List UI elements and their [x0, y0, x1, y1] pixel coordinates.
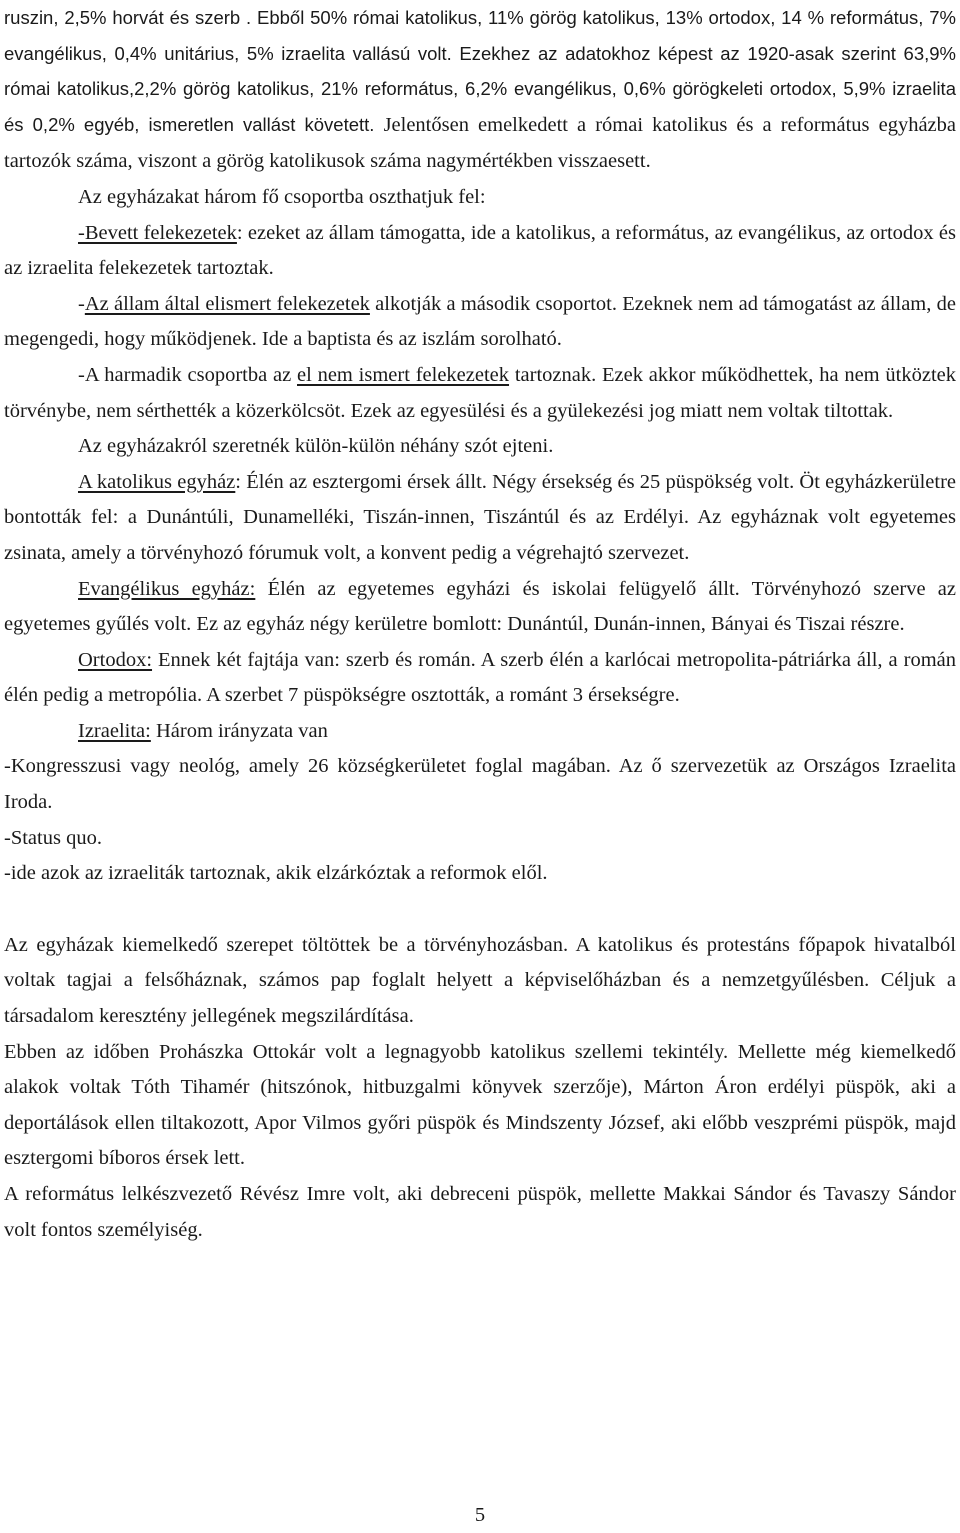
paragraph-gap: [4, 892, 956, 928]
term-recognized-denominations: -Bevett felekezetek: [78, 221, 237, 244]
paragraph-israelite: [4, 714, 956, 750]
paragraph-accepted-prefix: -: [78, 292, 85, 315]
paragraph-orthodox-jews: -ide azok az izraeliták tartoznak, akik elzárkóztak a reformok elől.: [4, 862, 548, 885]
paragraph-groups-intro: Az egyházakat három fő csoportba oszthatjuk fel:: [78, 185, 486, 208]
paragraph-israelite-text: Három irányzata van: [150, 719, 328, 742]
paragraph-catholic-figures: Ebben az időben Prohászka Ottokár volt a legnagyobb katolikus szellemi tekintély. Mellette még kiemelkedő alakok voltak Tóth Tihamér (hitszónok, hitbuzgalmi könyvek szerzője), Márton Áron erdélyi püspök, aki a deportálások ellen tiltakozott, Apor Vilmos győri püspök és Mindszenty József, aki előbb veszprémi püspök, majd esztergomi bíboros érsek lett.: [4, 1040, 956, 1170]
term-catholic-church: A katolikus egyház: [78, 470, 236, 493]
page-number: 5: [474, 1504, 486, 1526]
paragraph-congress: -Kongresszusi vagy neológ, amely 26 községkerületet foglal magában. Az ő szervezetük az Országos Izraelita Iroda.: [4, 755, 956, 814]
paragraph-evangelical: [4, 572, 956, 643]
paragraph-recognized: [4, 216, 956, 287]
paragraph-legislation: Az egyházak kiemelkedő szerepet töltöttek be a törvényhozásban. A katolikus és protestáns főpapok hivatalból voltak tagjai a felsőháznak, számos pap foglalt helyett a képviselőházban és a nemzetgyűlésben. Céljuk a társadalom keresztény jellegének megszilárdítása.: [4, 933, 956, 1028]
term-evangelical-church: Evangélikus egyház:: [78, 577, 256, 600]
paragraph-recognized-text: : ezeket az állam támogatta, ide a katolikus, a református, az evangélikus, az ortodox és az izraelita felekezetek tartoztak.: [4, 221, 956, 280]
paragraph-accepted: [4, 287, 956, 358]
term-orthodox: Ortodox:: [78, 648, 153, 671]
paragraph-evangelical-text: Élén az egyetemes egyházi és iskolai felügyelő állt. Törvényhozó szerve az egyetemes gyűlés volt. Ez az egyház négy kerületre bomlott: Dunántúl, Dunán-innen, Bányai és Tiszai részre.: [4, 577, 956, 636]
paragraph-orthodox-text: Ennek két fajtája van: szerb és román. A szerb élén a karlócai metropolita-pátriárka áll, a román élén pedig a metropólia. A szerbet 7 püspökségre osztották, a románt 3 érsekségre.: [4, 648, 956, 707]
document-page: [4, 0, 956, 1248]
paragraph-unrecognized-prefix: -A harmadik csoportba az: [78, 363, 297, 386]
paragraph-unrecognized: [4, 358, 956, 429]
paragraph-unrecognized-text: tartoznak. Ezek akkor működhettek, ha nem ütköztek törvénybe, nem sérthették a közerkölcsöt. Ezek az egyesülési és a gyülekezési jog miatt nem voltak tiltottak.: [4, 363, 957, 422]
paragraph-orthodox: [4, 643, 956, 714]
paragraph-accepted-text: alkotják a második csoportot. Ezeknek nem ad támogatást az állam, de megengedi, hogy működjenek. Ide a baptista és az iszlám sorolható.: [4, 292, 956, 351]
paragraph-catholic: [4, 465, 956, 572]
paragraph-reformed-figures: A református lelkészvezető Révész Imre volt, aki debreceni püspök, mellette Makkai Sándor és Tavaszy Sándor volt fontos személyiség.: [4, 1183, 956, 1241]
term-unrecognized-denominations: el nem ismert felekezetek: [297, 363, 510, 386]
term-accepted-denominations: Az állam által elismert felekezetek: [84, 292, 370, 315]
paragraph-statistics-text: ruszin, 2,5% horvát és szerb . Ebből 50% római katolikus, 11% görög katolikus, 13% ortodox, 14 % református, 7% evangélikus, 0,4% unitárius, 5% izraelita vallású volt. Ezekhez az adatokhoz képest az 1920-asak szerint 63,9% római katolikus,2,2% görög katolikus, 21% református, 6,2% evangélikus, 0,6% görögkeleti ortodox, 5,9% izraelita és 0,2% egyéb, ismeretlen vallást követett.: [4, 7, 956, 135]
term-israelite: Izraelita:: [78, 719, 151, 742]
paragraph-statistics-tail: Jelentősen emelkedett a római katolikus és a református egyházba tartozók száma, viszont a görög katolikusok száma nagymértékben visszaesett.: [4, 113, 956, 173]
paragraph-catholic-text: : Élén az esztergomi érsek állt. Négy érsekség és 25 püspökség volt. Öt egyházkerületre bontották fel: a Dunántúli, Dunamelléki, Tiszán-innen, Tiszántúl és az Erdélyi. Az egyháznak volt egyetemes zsinata, amely a törvényhozó fórumuk volt, a konvent pedig a végrehajtó szervezet.: [4, 470, 957, 564]
paragraph-churches-intro: Az egyházakról szeretnék külön-külön néhány szót ejteni.: [78, 435, 554, 458]
paragraph-status-quo: -Status quo.: [4, 826, 102, 849]
paragraph-statistics: [4, 0, 956, 180]
